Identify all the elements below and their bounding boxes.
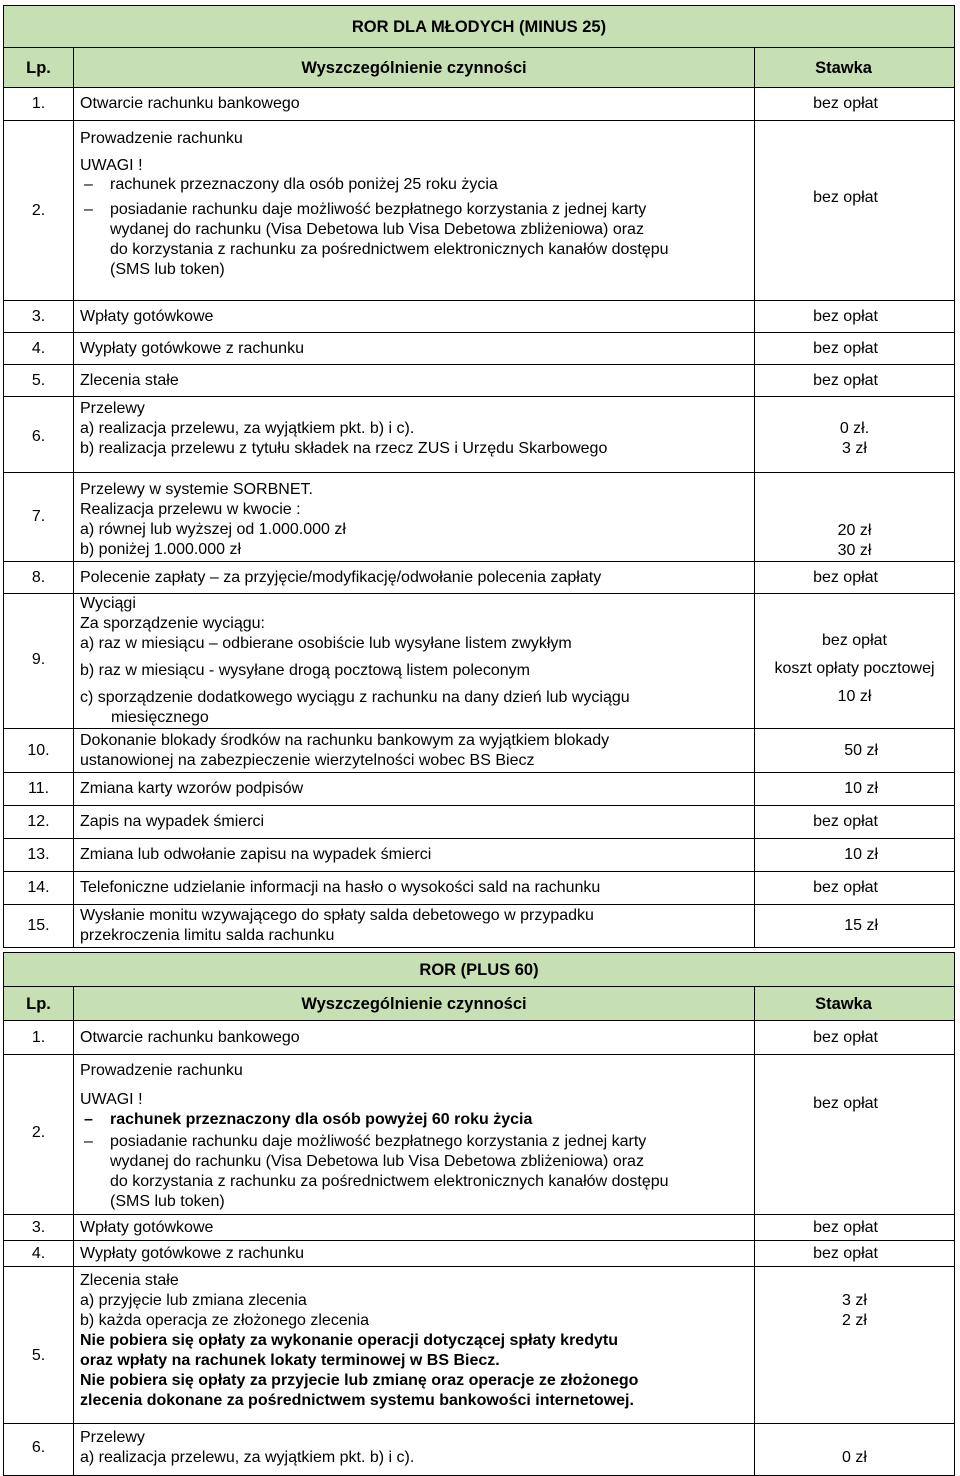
row-description: Zlecenia stałe [74, 365, 755, 397]
table-row [4, 397, 955, 473]
row-number: 3. [4, 1215, 74, 1241]
row-rate: 10 zł [755, 839, 955, 872]
row-number: 15. [4, 905, 74, 948]
row-rate: bez opłat [755, 301, 955, 333]
table-row [4, 594, 955, 729]
table-row [4, 773, 955, 806]
row-subtitle: Realizacja przelewu w kwocie : [80, 501, 301, 518]
table-row [4, 301, 955, 333]
note-bullet [80, 1132, 748, 1212]
row-title: Prowadzenie rachunku [80, 130, 243, 147]
row-description: Otwarcie rachunku bankowego [74, 1021, 755, 1055]
row-description [74, 397, 755, 473]
note-bullet [80, 1110, 748, 1130]
note-bullet-text: – posiadanie rachunku daje możliwość bezpłatnego korzystania z jednej karty [110, 1133, 647, 1150]
row-item: a) realizacja przelewu, za wyjątkiem pkt. b) i c). [80, 1449, 415, 1466]
row-number: 7. [4, 473, 74, 562]
row-rate [755, 1424, 955, 1476]
row-rate [755, 594, 955, 729]
row-title: Przelewy w systemie SORBNET. [80, 481, 313, 498]
row-number: 2. [4, 1055, 74, 1215]
row-number: 5. [4, 1267, 74, 1424]
table-row [4, 806, 955, 839]
row-description [74, 473, 755, 562]
row-rate: 50 zł [755, 729, 955, 773]
rate-a: 0 zł. [839, 420, 870, 437]
note-bullet-text: – posiadanie rachunku daje możliwość bezpłatnego korzystania z jednej karty [110, 201, 647, 218]
row-rate: bez opłat [755, 872, 955, 905]
rate-a: 3 zł [842, 1292, 867, 1309]
note-bullet [80, 175, 748, 195]
row-item: a) raz w miesiącu – odbierane osobiście lub wysyłane listem zwykłym [80, 635, 572, 652]
row-description-line: Dokonanie blokady środków na rachunku bankowym za wyjątkiem blokady [80, 731, 610, 749]
header-rate: Stawka [755, 48, 955, 88]
row-rate: bez opłat [755, 88, 955, 121]
row-number: 6. [4, 397, 74, 473]
note-label: UWAGI ! [80, 157, 143, 174]
table-row [4, 88, 955, 121]
row-item: b) raz w miesiącu - wysyłane drogą pocztową listem poleconym [80, 662, 530, 679]
note-label: UWAGI ! [80, 1091, 143, 1108]
fee-table-plus60 [3, 952, 955, 1476]
row-number: 14. [4, 872, 74, 905]
rate-a: bez opłat [822, 632, 887, 649]
row-description: Wypłaty gotówkowe z rachunku [74, 333, 755, 365]
note-bullet-text: do korzystania z rachunku za pośrednictwem elektronicznych kanałów dostępu [110, 1173, 669, 1190]
table-header-row [4, 987, 955, 1021]
header-description: Wyszczególnienie czynności [74, 987, 755, 1021]
table-row [4, 473, 955, 562]
row-description: Zapis na wypadek śmierci [74, 806, 755, 839]
row-description: Wpłaty gotówkowe [74, 301, 755, 333]
row-description [74, 729, 755, 773]
row-note: oraz wpłaty na rachunek lokaty terminowej w BS Biecz. [80, 1352, 500, 1369]
row-subtitle: Za sporządzenie wyciągu: [80, 615, 265, 632]
row-note: zlecenia dokonane za pośrednictwem systemu bankowości internetowej. [80, 1392, 634, 1409]
table-row [4, 1267, 955, 1424]
row-number: 12. [4, 806, 74, 839]
note-bullet-text: wydanej do rachunku (Visa Debetowa lub Visa Debetowa zbliżeniowa) oraz [110, 221, 644, 238]
rate-b: 30 zł [837, 542, 872, 559]
note-bullet-text: (SMS lub token) [110, 261, 225, 278]
row-item: b) realizacja przelewu z tytułu składek na rzecz ZUS i Urzędu Skarbowego [80, 440, 608, 457]
table-row [4, 1055, 955, 1215]
row-description-line: ustanowionej na zabezpieczenie wierzytelności wobec BS Biecz [80, 751, 535, 769]
table-header-row [4, 48, 955, 88]
row-description: Zmiana lub odwołanie zapisu na wypadek śmierci [74, 839, 755, 872]
row-description: Wypłaty gotówkowe z rachunku [74, 1241, 755, 1267]
header-description: Wyszczególnienie czynności [74, 48, 755, 88]
table-row [4, 839, 955, 872]
rate-a: 0 zł [842, 1449, 867, 1466]
row-number: 9. [4, 594, 74, 729]
table-row [4, 729, 955, 773]
row-item: b) poniżej 1.000.000 zł [80, 541, 241, 558]
fee-table-minus25 [3, 5, 955, 948]
table-row [4, 333, 955, 365]
rate-a: 20 zł [837, 522, 872, 539]
row-rate: bez opłat [755, 806, 955, 839]
row-description-line: przekroczenia limitu salda rachunku [80, 927, 335, 944]
row-rate: bez opłat [755, 1215, 955, 1241]
row-rate: bez opłat [755, 562, 955, 594]
note-bullet-text: wydanej do rachunku (Visa Debetowa lub Visa Debetowa zbliżeniowa) oraz [110, 1153, 644, 1170]
row-item: a) przyjęcie lub zmiana zlecenia [80, 1292, 307, 1309]
row-item: a) realizacja przelewu, za wyjątkiem pkt. b) i c). [80, 420, 415, 437]
row-description [74, 121, 755, 301]
row-number: 8. [4, 562, 74, 594]
row-rate: bez opłat [755, 365, 955, 397]
row-description: Telefoniczne udzielanie informacji na hasło o wysokości sald na rachunku [74, 872, 755, 905]
header-lp: Lp. [4, 987, 74, 1021]
table-row [4, 121, 955, 301]
row-number: 1. [4, 88, 74, 121]
row-rate: bez opłat [755, 121, 955, 301]
row-rate: bez opłat [755, 1241, 955, 1267]
row-number: 2. [4, 121, 74, 301]
row-rate [755, 1267, 955, 1424]
row-description [74, 1055, 755, 1215]
row-item: a) równej lub wyższej od 1.000.000 zł [80, 521, 346, 538]
row-description: Otwarcie rachunku bankowego [74, 88, 755, 121]
table-row [4, 562, 955, 594]
note-bullet-text: rachunek przeznaczony dla osób poniżej 25 roku życia [110, 176, 498, 193]
table-row [4, 872, 955, 905]
rate-c: 10 zł [837, 688, 872, 705]
row-description: Zmiana karty wzorów podpisów [74, 773, 755, 806]
row-note: Nie pobiera się opłaty za przyjecie lub zmianę oraz operacje ze złożonego [80, 1372, 639, 1389]
table-row [4, 1241, 955, 1267]
row-item: b) każda operacja ze złożonego zlecenia [80, 1312, 370, 1329]
row-number: 5. [4, 365, 74, 397]
row-number: 3. [4, 301, 74, 333]
table-row [4, 1021, 955, 1055]
row-title: Przelewy [80, 1429, 145, 1446]
section-title: ROR DLA MŁODYCH (MINUS 25) [4, 6, 955, 48]
row-title: Wyciągi [80, 595, 136, 612]
row-description: Wpłaty gotówkowe [74, 1215, 755, 1241]
row-number: 4. [4, 333, 74, 365]
rate-b: koszt opłaty pocztowej [774, 660, 935, 677]
row-description [74, 1424, 755, 1476]
note-bullet [80, 200, 748, 280]
rate-b: 2 zł [842, 1312, 867, 1329]
table-row [4, 365, 955, 397]
row-number: 1. [4, 1021, 74, 1055]
row-item: miesięcznego [111, 709, 209, 726]
row-number: 4. [4, 1241, 74, 1267]
row-description [74, 594, 755, 729]
table-row [4, 905, 955, 948]
row-title: Prowadzenie rachunku [80, 1062, 243, 1079]
row-note: Nie pobiera się opłaty za wykonanie operacji dotyczącej spłaty kredytu [80, 1332, 618, 1349]
row-rate: bez opłat [755, 1021, 955, 1055]
row-number: 13. [4, 839, 74, 872]
row-description: Polecenie zapłaty – za przyjęcie/modyfikację/odwołanie polecenia zapłaty [74, 562, 755, 594]
row-rate [755, 397, 955, 473]
row-description [74, 905, 755, 948]
section-title: ROR (PLUS 60) [4, 953, 955, 987]
note-bullet-text: rachunek przeznaczony dla osób powyżej 60 roku życia [110, 1111, 533, 1128]
table-row [4, 1424, 955, 1476]
row-rate: 15 zł [755, 905, 955, 948]
section-title-row [4, 6, 955, 48]
row-item: c) sporządzenie dodatkowego wyciągu z rachunku na dany dzień lub wyciągu [80, 689, 630, 706]
row-description [74, 1267, 755, 1424]
row-rate: bez opłat [755, 333, 955, 365]
header-rate: Stawka [755, 987, 955, 1021]
row-title: Przelewy [80, 400, 145, 417]
header-lp: Lp. [4, 48, 74, 88]
note-bullet-text: (SMS lub token) [110, 1193, 225, 1210]
table-row [4, 1215, 955, 1241]
row-rate: 10 zł [755, 773, 955, 806]
note-bullet-text: do korzystania z rachunku za pośrednictwem elektronicznych kanałów dostępu [110, 241, 669, 258]
rate-b: 3 zł [842, 440, 867, 457]
section-title-row [4, 953, 955, 987]
row-number: 10. [4, 729, 74, 773]
row-description-line: Wysłanie monitu wzywającego do spłaty salda debetowego w przypadku [80, 907, 594, 924]
row-title: Zlecenia stałe [80, 1272, 179, 1289]
row-rate: bez opłat [755, 1055, 955, 1215]
row-rate [755, 473, 955, 562]
row-number: 6. [4, 1424, 74, 1476]
row-number: 11. [4, 773, 74, 806]
